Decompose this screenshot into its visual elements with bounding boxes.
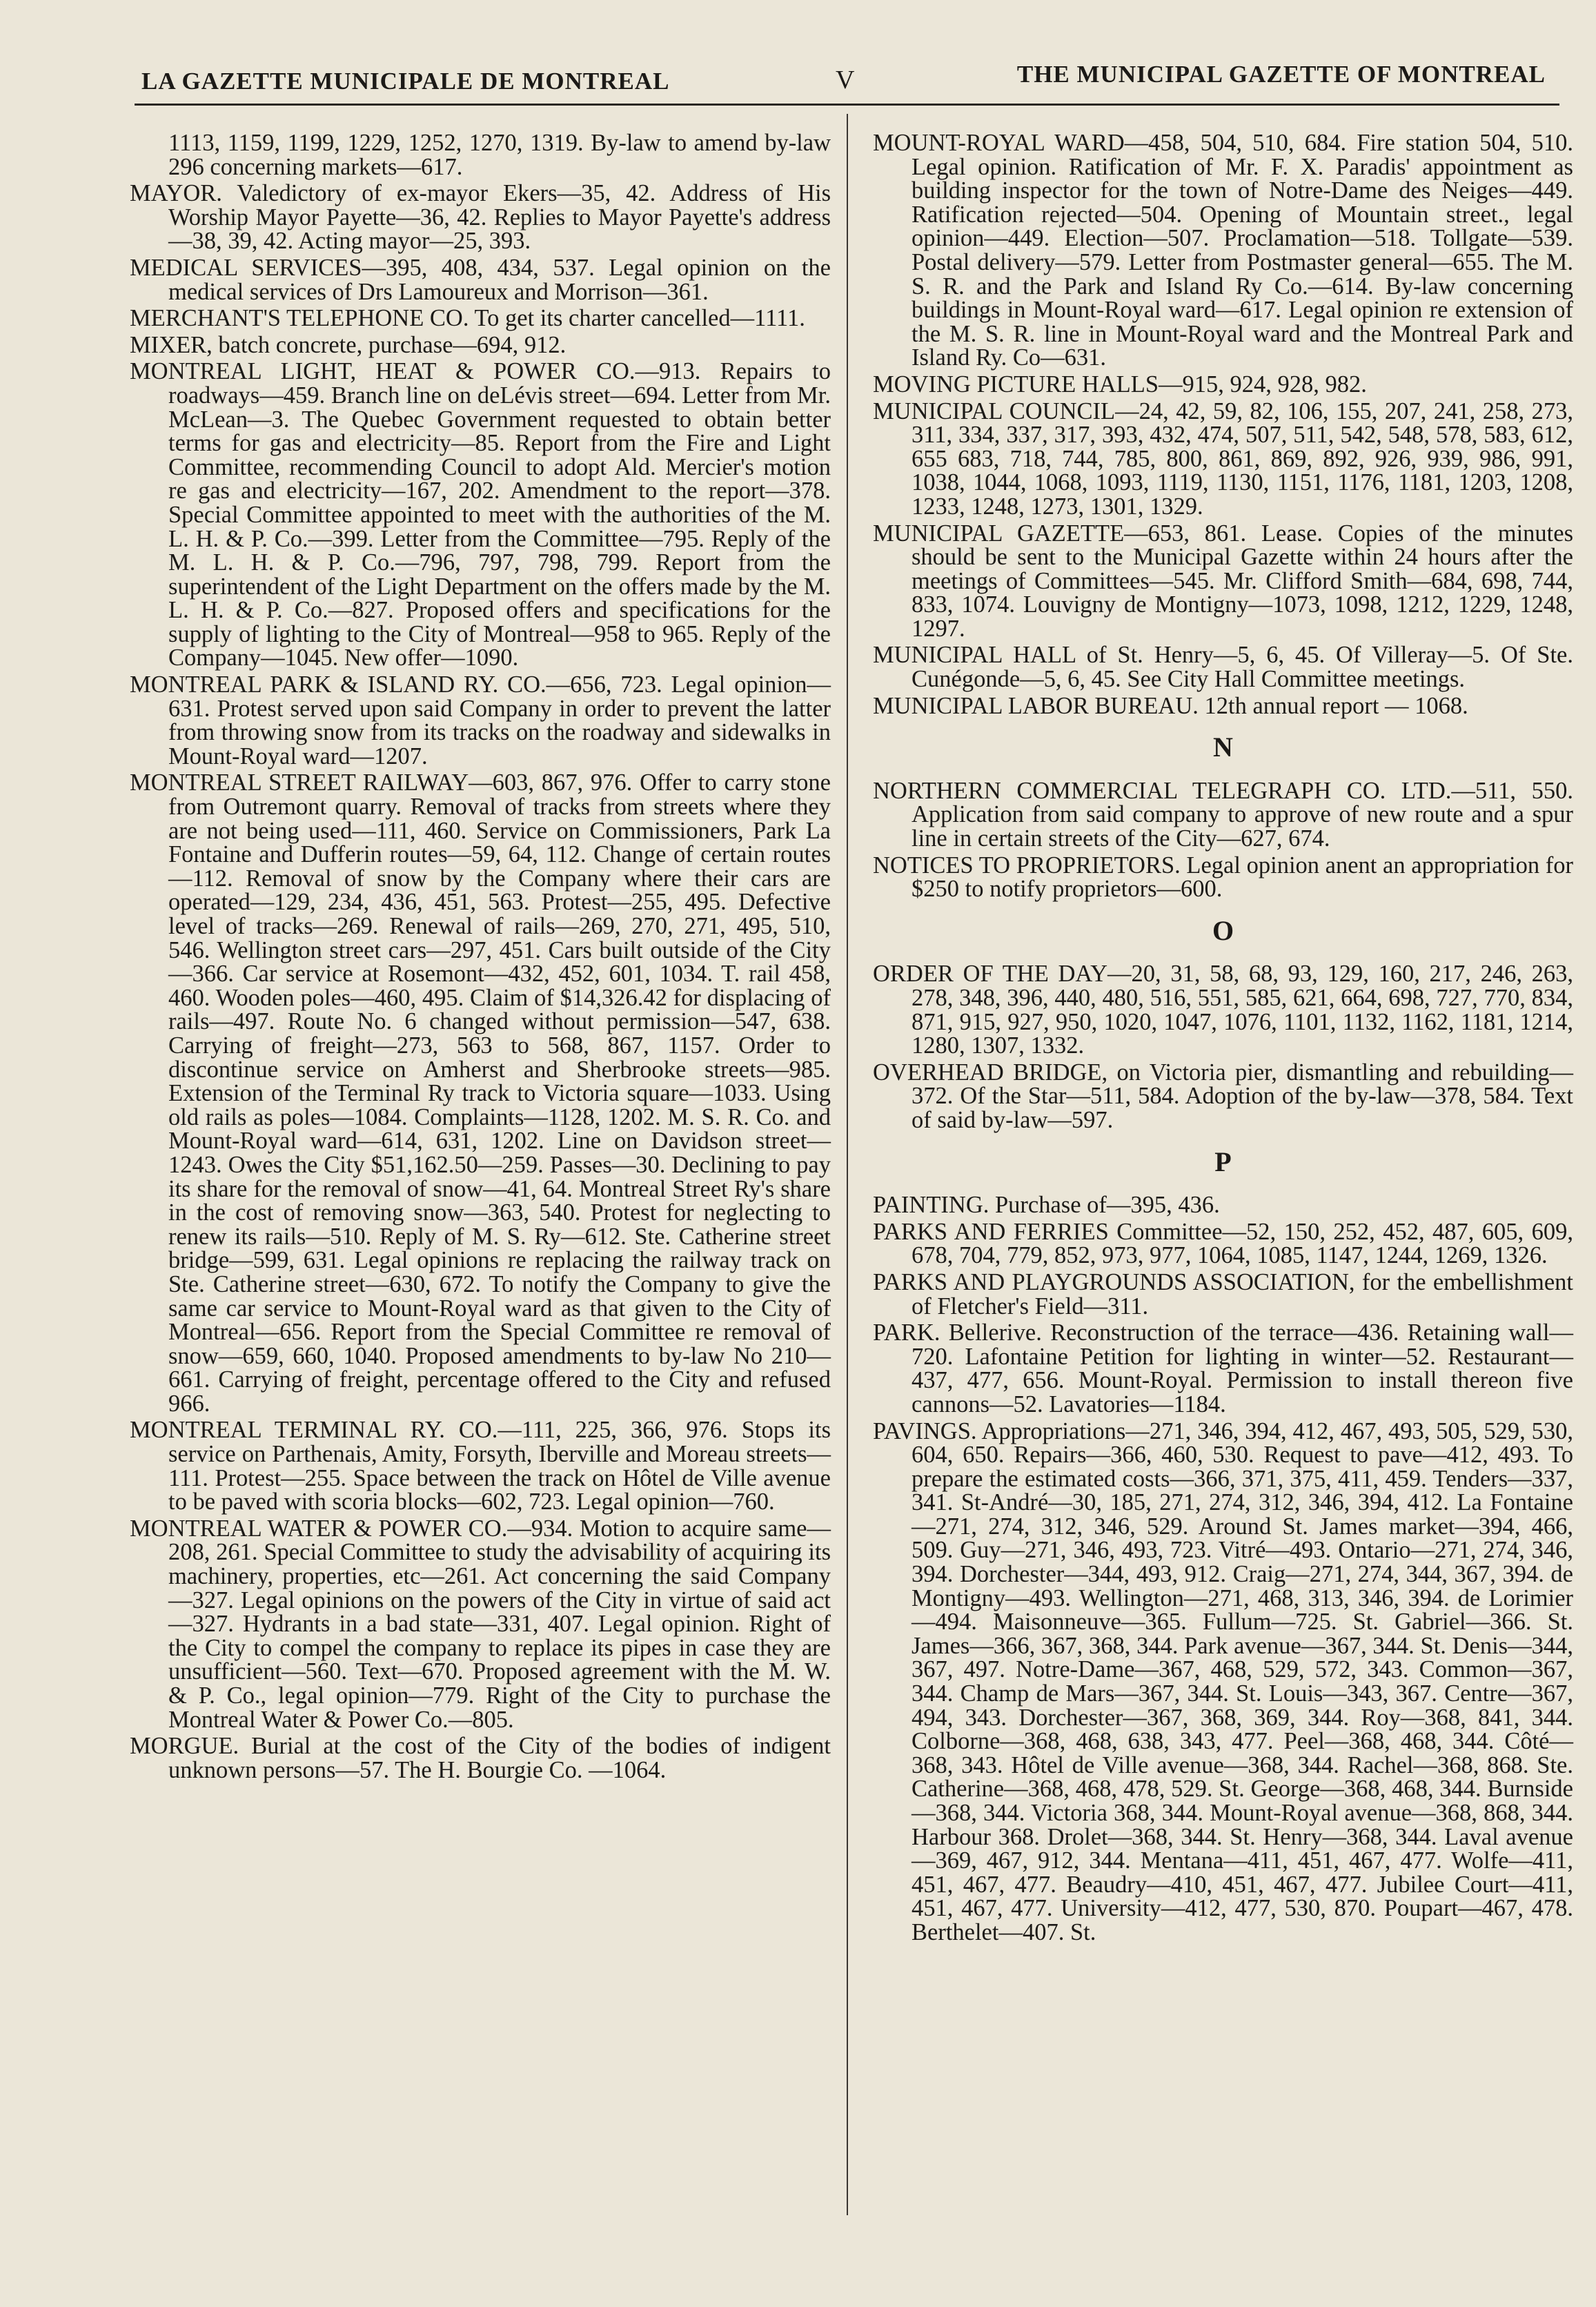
index-entry: MONTREAL PARK & ISLAND RY. CO.—656, 723. Legal opinion—631. Protest served upon said Company in order to prevent the latter from throwing snow from its tracks on the roadway and sidewalks in Mount-Royal ward—1207.: [130, 671, 831, 769]
index-entry: PAINTING. Purchase of—395, 436.: [873, 1192, 1220, 1219]
index-entry: PARK. Bellerive. Reconstruction of the terrace—436. Retaining wall—720. Lafontaine Petition for lighting in winter—52. Restaurant—437, 477, 656. Mount-Royal. Permission to install thereon five cannons—52. Lavatories—1184.: [873, 1319, 1573, 1417]
index-entry: 1113, 1159, 1199, 1229, 1252, 1270, 1319. By-law to amend by-law 296 concerning markets—617.: [168, 130, 831, 180]
index-entry: PARKS AND FERRIES Committee—52, 150, 252, 452, 487, 605, 609, 678, 704, 779, 852, 973, 977, 1064, 1085, 1147, 1244, 1269, 1326.: [873, 1218, 1573, 1269]
index-entry: MIXER, batch concrete, purchase—694, 912.: [130, 331, 567, 358]
index-entry: MEDICAL SERVICES—395, 408, 434, 537. Legal opinion on the medical services of Drs Lamoureux and Morrison—361.: [130, 254, 831, 305]
section-letter-p: P: [1214, 1146, 1232, 1177]
index-entry: NORTHERN COMMERCIAL TELEGRAPH CO. LTD.—511, 550. Application from said company to approve of new route and a spur line in certain streets of the City—627, 674.: [873, 777, 1573, 852]
index-entry: NOTICES TO PROPRIETORS. Legal opinion anent an appropriation for $250 to notify proprietors—600.: [873, 852, 1573, 903]
index-entry: MUNICIPAL COUNCIL—24, 42, 59, 82, 106, 155, 207, 241, 258, 273, 311, 334, 337, 317, 393, 432, 474, 507, 511, 542, 548, 578, 583, 612, 655 683, 718, 744, 785, 800, 861, 869, 892, 926, 939, 986, 991, 1038, 1044, 1068, 1093, 1119, 1130, 1151, 1176, 1181, 1203, 1208, 1233, 1248, 1273, 1301, 1329.: [873, 397, 1573, 520]
index-entry: MUNICIPAL HALL of St. Henry—5, 6, 45. Of Villeray—5. Of Ste. Cunégonde—5, 6, 45. See City Hall Committee meetings.: [873, 642, 1573, 693]
section-letter-n: N: [1213, 732, 1233, 763]
section-letter-o: O: [1212, 914, 1234, 946]
page-number: V: [836, 66, 855, 95]
index-entry: MOUNT-ROYAL WARD—458, 504, 510, 684. Fire station 504, 510. Legal opinion. Ratification of Mr. F. X. Paradis' appointment as building inspector for the town of Notre-Dame des Neiges—449. Ratification rejected—504. Opening of Mountain street., legal opinion—449. Election—507. Proclamation—518. Tollgate—539. Postal delivery—579. Letter from Postmaster general—655. The M. S. R. and the Park and Island Ry Co.—614. By-law concerning buildings in Mount-Royal ward—617. Legal opinion re extension of the M. S. R. line in Mount-Royal ward and the Montreal Park and Island Ry. Co—631.: [873, 130, 1573, 371]
index-entry: PAVINGS. Appropriations—271, 346, 394, 412, 467, 493, 505, 529, 530, 604, 650. Repairs—366, 460, 530. Request to pave—412, 493. To prepare the estimated costs—366, 371, 375, 411, 459. Tenders—337, 341. St-André—30, 185, 271, 274, 312, 346, 394, 412. La Fontaine—271, 274, 312, 346, 529. Around St. James market—394, 466, 509. Guy—271, 346, 493, 723. Vitré—493. Ontario—271, 274, 346, 394. Dorchester—344, 493, 912. Craig—271, 274, 344, 367, 394. de Montigny—493. Wellington—271, 468, 313, 346, 394. de Lorimier—494. Maisonneuve—365. Fullum—725. St. Gabriel—366. St. James—366, 367, 368, 344. Park avenue—367, 344. St. Denis—344, 367, 497. Notre-Dame—367, 468, 529, 572, 343. Common—367, 344. Champ de Mars—367, 344. St. Louis—343, 367. Centre—367, 494, 343. Dorchester—367, 368, 369, 344. Roy—368, 841, 344. Colborne—368, 468, 638, 343, 477. Peel—368, 468, 344. Côté—368, 343. Hôtel de Ville avenue—368, 344. Rachel—368, 868. Ste. Catherine—368, 468, 478, 529. St. George—368, 468, 344. Burnside—368, 344. Victoria 368, 344. Mount-Royal avenue—368, 868, 344. Harbour 368. Drolet—368, 344. St. Henry—368, 344. Laval avenue—369, 467, 912, 344. Mentana—411, 451, 467, 477. Wolfe—411, 451, 467, 477. Beaudry—410, 451, 467, 477. Jubilee Court—411, 451, 467, 477. University—412, 477, 530, 870. Poupart—467, 478. Berthelet—407. St.: [873, 1417, 1573, 1945]
header-rule: [135, 104, 1559, 106]
column-divider: [847, 114, 848, 2215]
index-entry: MONTREAL LIGHT, HEAT & POWER CO.—913. Repairs to roadways—459. Branch line on deLévis street—694. Letter from Mr. McLean—3. The Quebec Government requested to obtain better terms for gas and electricity—85. Report from the Fire and Light Committee, recommending Council to adopt Ald. Mercier's motion re gas and electricity—167, 202. Amendment to the report—378. Special Committee appointed to meet with the authorities of the M. L. H. & P. Co.—399. Letter from the Committee—795. Reply of the M. L. H. & P. Co.—796, 797, 798, 799. Report from the superintendent of the Light Department on the offers made by the M. L. H. & P. Co.—827. Proposed offers and specifications for the supply of lighting to the City of Montreal—958 to 965. Reply of the Company—1045. New offer—1090.: [130, 358, 831, 671]
index-entry: PARKS AND PLAYGROUNDS ASSOCIATION, for the embellishment of Fletcher's Field—311.: [873, 1268, 1573, 1319]
index-entry: MONTREAL STREET RAILWAY—603, 867, 976. Offer to carry stone from Outremont quarry. Removal of tracks from streets where they are not being used—111, 460. Service on Commissioners, Park La Fontaine and Dufferin routes—59, 64, 112. Change of certain routes—112. Removal of snow by the Company where their cars are operated—129, 234, 436, 451, 563. Protest—255, 495. Defective level of tracks—269. Renewal of rails—269, 270, 271, 495, 510, 546. Wellington street cars—297, 451. Cars built outside of the City—366. Car service at Rosemont—432, 452, 601, 1034. T. rail 458, 460. Wooden poles—460, 495. Claim of $14,326.42 for displacing of rails—497. Route No. 6 changed without permission—547, 638. Carrying of freight—273, 563 to 568, 867, 1157. Order to discontinue service on Amherst and Sherbrooke streets—985. Extension of the Terminal Ry track to Victoria square—1033. Using old rails as poles—1084. Complaints—1128, 1202. M. S. R. Co. and Mount-Royal ward—614, 631, 1202. Line on Davidson street—1243. Owes the City $51,162.50—259. Passes—30. Declining to pay its share for the removal of snow—41, 64. Montreal Street Ry's share in the cost of removing snow—363, 540. Protest for neglecting to renew its rails—510. Reply of M. S. Ry—612. Ste. Catherine street bridge—599, 631. Legal opinions re replacing the railway track on Ste. Catherine street—630, 672. To notify the Company to give the same car service to Mount-Royal ward as that given to the City of Montreal—656. Report from the Special Committee re removal of snow—659, 660, 1040. Proposed amendments to by-law No 210—661. Carrying of freight, percentage offered to the City and refused 966.: [130, 769, 831, 1417]
header-english-title: THE MUNICIPAL GAZETTE OF MONTREAL: [1016, 61, 1546, 88]
index-entry: MOVING PICTURE HALLS—915, 924, 928, 982.: [873, 371, 1367, 397]
index-entry: OVERHEAD BRIDGE, on Victoria pier, dismantling and rebuilding—372. Of the Star—511, 584. Adoption of the by-law—378, 584. Text of said by-law—597.: [873, 1059, 1573, 1133]
index-entry: MONTREAL WATER & POWER CO.—934. Motion to acquire same—208, 261. Special Committee to study the advisability of acquiring its machinery, properties, etc—261. Act concerning the said Company—327. Legal opinions on the powers of the City in virtue of said act—327. Hydrants in a bad state—331, 407. Legal opinion. Right of the City to compel the company to replace its pipes in case they are unsufficient—560. Text—670. Proposed agreement with the M. W. & P. Co., legal opinion—779. Right of the City to purchase the Montreal Water & Power Co.—805.: [130, 1515, 831, 1733]
index-entry: MONTREAL TERMINAL RY. CO.—111, 225, 366, 976. Stops its service on Parthenais, Amity, Forsyth, Iberville and Moreau streets—111. Protest—255. Space between the track on Hôtel de Ville avenue to be paved with scoria blocks—602, 723. Legal opinion—760.: [130, 1417, 831, 1515]
index-entry: ORDER OF THE DAY—20, 31, 58, 68, 93, 129, 160, 217, 246, 263, 278, 348, 396, 440, 480, 516, 551, 585, 621, 664, 698, 727, 770, 834, 871, 915, 927, 950, 1020, 1047, 1076, 1101, 1132, 1162, 1181, 1214, 1280, 1307, 1332.: [873, 961, 1573, 1059]
right-column: [873, 131, 1573, 1947]
index-entry: MERCHANT'S TELEPHONE CO. To get its charter cancelled—1111.: [130, 305, 805, 332]
header-french-title: LA GAZETTE MUNICIPALE DE MONTREAL: [141, 68, 670, 95]
index-entry: MUNICIPAL LABOR BUREAU. 12th annual report — 1068.: [873, 692, 1468, 719]
index-entry: MUNICIPAL GAZETTE—653, 861. Lease. Copies of the minutes should be sent to the Municipal Gazette within 24 hours after the meetings of Committees—545. Mr. Clifford Smith—684, 698, 744, 833, 1074. Louvigny de Montigny—1073, 1098, 1212, 1229, 1248, 1297.: [873, 520, 1573, 642]
left-column: [130, 131, 831, 1785]
index-entry: MAYOR. Valedictory of ex-mayor Ekers—35, 42. Address of His Worship Mayor Payette—36, 42. Replies to Mayor Payette's address—38, 39, 42. Acting mayor—25, 393.: [130, 180, 831, 255]
index-entry: MORGUE. Burial at the cost of the City of the bodies of indigent unknown persons—57. The H. Bourgie Co. —1064.: [130, 1733, 831, 1783]
page-header: [141, 61, 1546, 102]
